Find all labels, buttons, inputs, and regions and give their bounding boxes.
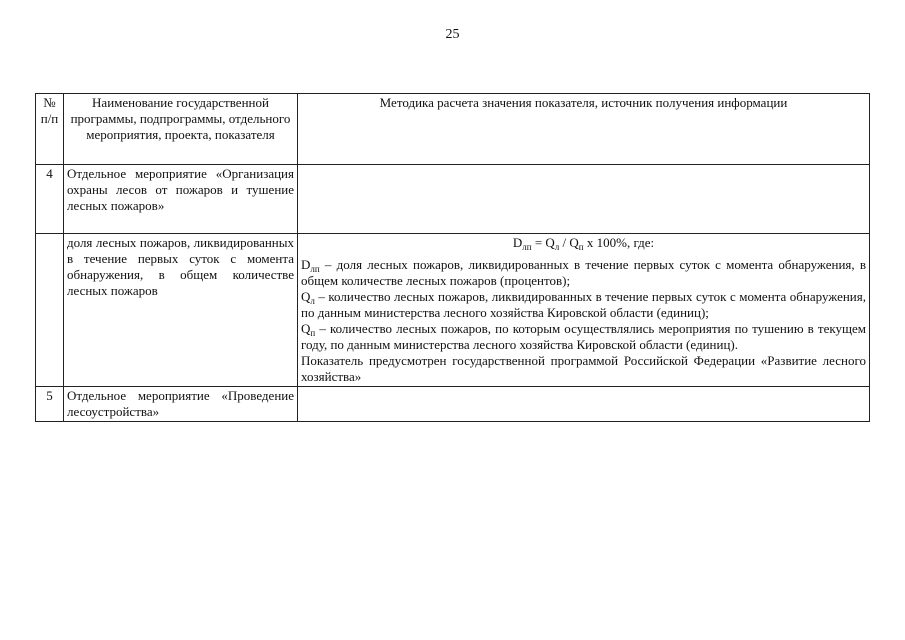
program-note: Показатель предусмотрен государственной программой Российской Федерации «Развитие лесного хозяйства» — [301, 353, 866, 384]
table-row — [36, 234, 870, 387]
definition-qp — [301, 321, 866, 353]
row-num: 4 — [36, 165, 64, 234]
definition-dlp — [301, 257, 866, 289]
def-symbol-sub: л — [310, 296, 315, 306]
def-text: – количество лесных пожаров, ликвидированных в течение первых суток с момента обнаружения, по данным министерства лесного хозяйства Кировской области (единиц); — [301, 289, 866, 320]
formula-q1-sub: л — [554, 242, 560, 252]
formula-lhs-sub: лп — [522, 242, 532, 252]
row-name: Отдельное мероприятие «Организация охраны лесов от пожаров и тушение лесных пожаров» — [64, 165, 298, 234]
formula — [301, 235, 866, 251]
def-text: – доля лесных пожаров, ликвидированных в течение первых суток с момента обнаружения, в общем количестве лесных пожаров (процентов); — [301, 257, 866, 288]
row-num — [36, 234, 64, 387]
def-symbol: Q — [301, 289, 311, 304]
row-num: 5 — [36, 387, 64, 422]
row-method — [298, 387, 870, 422]
header-name: Наименование государственной программы, подпрограммы, отдельного мероприятия, проекта, показателя — [64, 94, 298, 165]
page-number: 25 — [445, 27, 460, 42]
def-symbol-sub: лп — [310, 264, 320, 274]
formula-rest: x 100%, где: — [583, 235, 655, 250]
formula-lhs: D — [512, 235, 523, 250]
def-text: – количество лесных пожаров, по которым осуществлялись мероприятия по тушению в текущем году, по данным министерства лесного хозяйства Кировской области (единиц). — [301, 321, 866, 352]
indicator-table — [35, 93, 870, 422]
formula-eq: = Q — [531, 235, 555, 250]
row-method — [298, 165, 870, 234]
row-method — [298, 234, 870, 387]
row-name: доля лесных пожаров, ликвидированных в течение первых суток с момента обнаружения, в общем количестве лесных пожаров — [64, 234, 298, 387]
table-row — [36, 387, 870, 422]
def-symbol: D — [301, 257, 311, 272]
row-name: Отдельное мероприятие «Проведение лесоустройства» — [64, 387, 298, 422]
table-row — [36, 165, 870, 234]
definition-ql — [301, 289, 866, 321]
header-method: Методика расчета значения показателя, источник получения информации — [298, 94, 870, 165]
def-symbol: Q — [301, 321, 311, 336]
formula-div: / Q — [559, 235, 579, 250]
def-symbol-sub: п — [310, 328, 316, 338]
header-num: № п/п — [36, 94, 64, 165]
table-header-row — [36, 94, 870, 165]
formula-q2-sub: п — [578, 242, 584, 252]
